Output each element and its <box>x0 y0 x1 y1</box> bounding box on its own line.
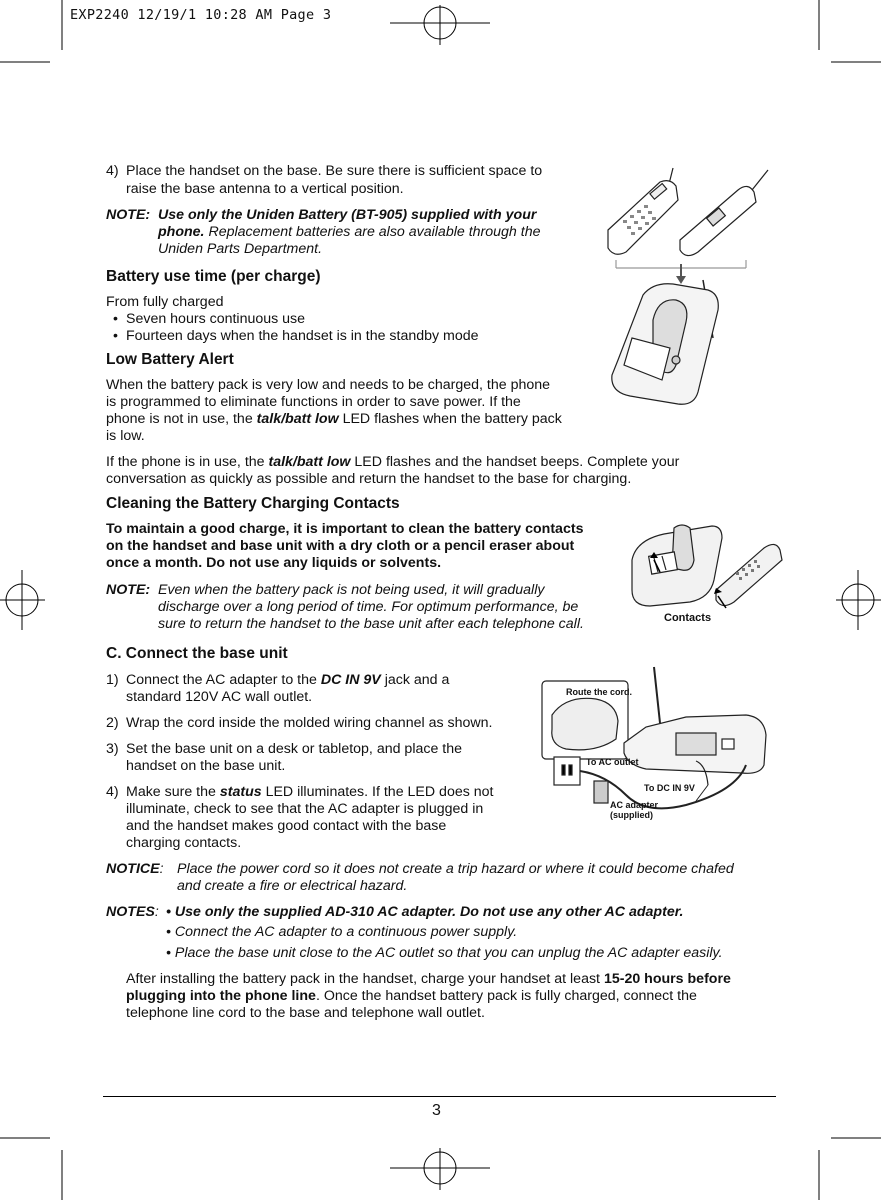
notice-line1: Place the power cord so it does not create a trip hazard or where it could become chafed <box>177 861 734 877</box>
ac-adapter-label: AC adapter <box>610 800 659 810</box>
route-cord-label: Route the cord. <box>566 687 633 697</box>
low-battery-p2-line2: conversation as quickly as possible and return the handset to the base for charging. <box>106 471 632 487</box>
battery-use-item: Fourteen days when the handset is in the standby mode <box>126 328 479 344</box>
notes-item1: • Use only the supplied AD-310 AC adapter. Do not use any other AC adapter. <box>166 904 684 920</box>
cleaning-note-label: NOTE: <box>106 582 151 598</box>
notice-label: NOTICE: <box>106 861 164 877</box>
connect-step4-line1: Make sure the status LED illuminates. If the LED does not <box>126 784 494 800</box>
battery-use-item: Seven hours continuous use <box>126 311 306 327</box>
step-4-number: 4) <box>106 163 119 179</box>
base-connection-illustration <box>536 665 776 825</box>
connect-heading: C. Connect the base unit <box>106 645 288 662</box>
step-4-line1: Place the handset on the base. Be sure there is sufficient space to <box>126 163 543 179</box>
page-number: 3 <box>432 1102 441 1119</box>
connect-step2-line1: Wrap the cord inside the molded wiring channel as shown. <box>126 715 493 731</box>
step-4-line2: raise the base antenna to a vertical position. <box>126 181 404 197</box>
low-battery-p1-line2: is programmed to eliminate functions in order to save power. If the <box>106 394 521 410</box>
bullet: • <box>113 328 118 344</box>
battery-use-intro: From fully charged <box>106 294 224 310</box>
final-line2: plugging into the phone line. Once the handset battery pack is fully charged, connect the <box>126 988 697 1004</box>
note-label: NOTE: <box>106 207 151 223</box>
cleaning-bold-line1: To maintain a good charge, it is important to clean the battery contacts <box>106 521 584 537</box>
connect-step-number: 3) <box>106 741 119 757</box>
low-battery-p1-line3: phone is not in use, the talk/batt low LED flashes when the battery pack <box>106 411 562 427</box>
cleaning-bold-line2: on the handset and base unit with a dry cloth or a pencil eraser about <box>106 538 575 554</box>
notice-line2: and create a fire or electrical hazard. <box>177 878 408 894</box>
connect-step-number: 1) <box>106 672 119 688</box>
low-battery-p2-line1: If the phone is in use, the talk/batt low LED flashes and the handset beeps. Complete your <box>106 454 680 470</box>
connect-step4-line2: illuminate, check to see that the AC adapter is plugged in <box>126 801 484 817</box>
print-slug: EXP2240 12/19/1 10:28 AM Page 3 <box>70 7 332 23</box>
notes-label: NOTES: <box>106 904 159 920</box>
note-line2: phone. Replacement batteries are also available through the <box>158 224 541 240</box>
contacts-illustration <box>624 520 784 628</box>
cleaning-heading: Cleaning the Battery Charging Contacts <box>106 495 400 512</box>
connect-step1-line2: standard 120V AC wall outlet. <box>126 689 313 705</box>
connect-step4-line3: and the handset makes good contact with the base <box>126 818 447 834</box>
notes-item2: • Connect the AC adapter to a continuous power supply. <box>166 924 518 940</box>
footer-rule <box>103 1096 776 1097</box>
final-line1: After installing the battery pack in the handset, charge your handset at least 15-20 hours before <box>126 971 731 987</box>
cleaning-note-line1: Even when the battery pack is not being used, it will gradually <box>158 582 545 598</box>
cleaning-note-line2: discharge over a long period of time. For optimum performance, be <box>158 599 579 615</box>
ac-outlet-label: To AC outlet <box>586 757 639 767</box>
connect-step1-line1: Connect the AC adapter to the DC IN 9V jack and a <box>126 672 450 688</box>
contacts-label: Contacts <box>664 612 712 624</box>
notes-item3: • Place the base unit close to the AC outlet so that you can unplug the AC adapter easily. <box>166 945 723 961</box>
note-line3: Uniden Parts Department. <box>158 241 323 257</box>
note-bold-line1: Use only the Uniden Battery (BT-905) supplied with your <box>158 207 537 223</box>
connect-step4-line4: charging contacts. <box>126 835 242 851</box>
connect-step3-line2: handset on the base unit. <box>126 758 286 774</box>
dc-in-label: To DC IN 9V <box>644 783 695 793</box>
connect-step3-line1: Set the base unit on a desk or tabletop, and place the <box>126 741 463 757</box>
cleaning-bold-line3: once a month. Do not use any liquids or solvents. <box>106 555 442 571</box>
final-line3: telephone line cord to the base and telephone wall outlet. <box>126 1005 485 1021</box>
low-battery-p1-line4: is low. <box>106 428 145 444</box>
low-battery-heading: Low Battery Alert <box>106 351 234 368</box>
cleaning-note-line3: sure to return the handset to the base unit after each telephone call. <box>158 616 584 632</box>
bullet: • <box>113 311 118 327</box>
ac-adapter-supplied-label: (supplied) <box>610 810 653 820</box>
low-battery-p1-line1: When the battery pack is very low and needs to be charged, the phone <box>106 377 551 393</box>
connect-step-number: 4) <box>106 784 119 800</box>
battery-use-heading: Battery use time (per charge) <box>106 268 321 285</box>
handset-base-illustration <box>598 160 778 416</box>
connect-step-number: 2) <box>106 715 119 731</box>
